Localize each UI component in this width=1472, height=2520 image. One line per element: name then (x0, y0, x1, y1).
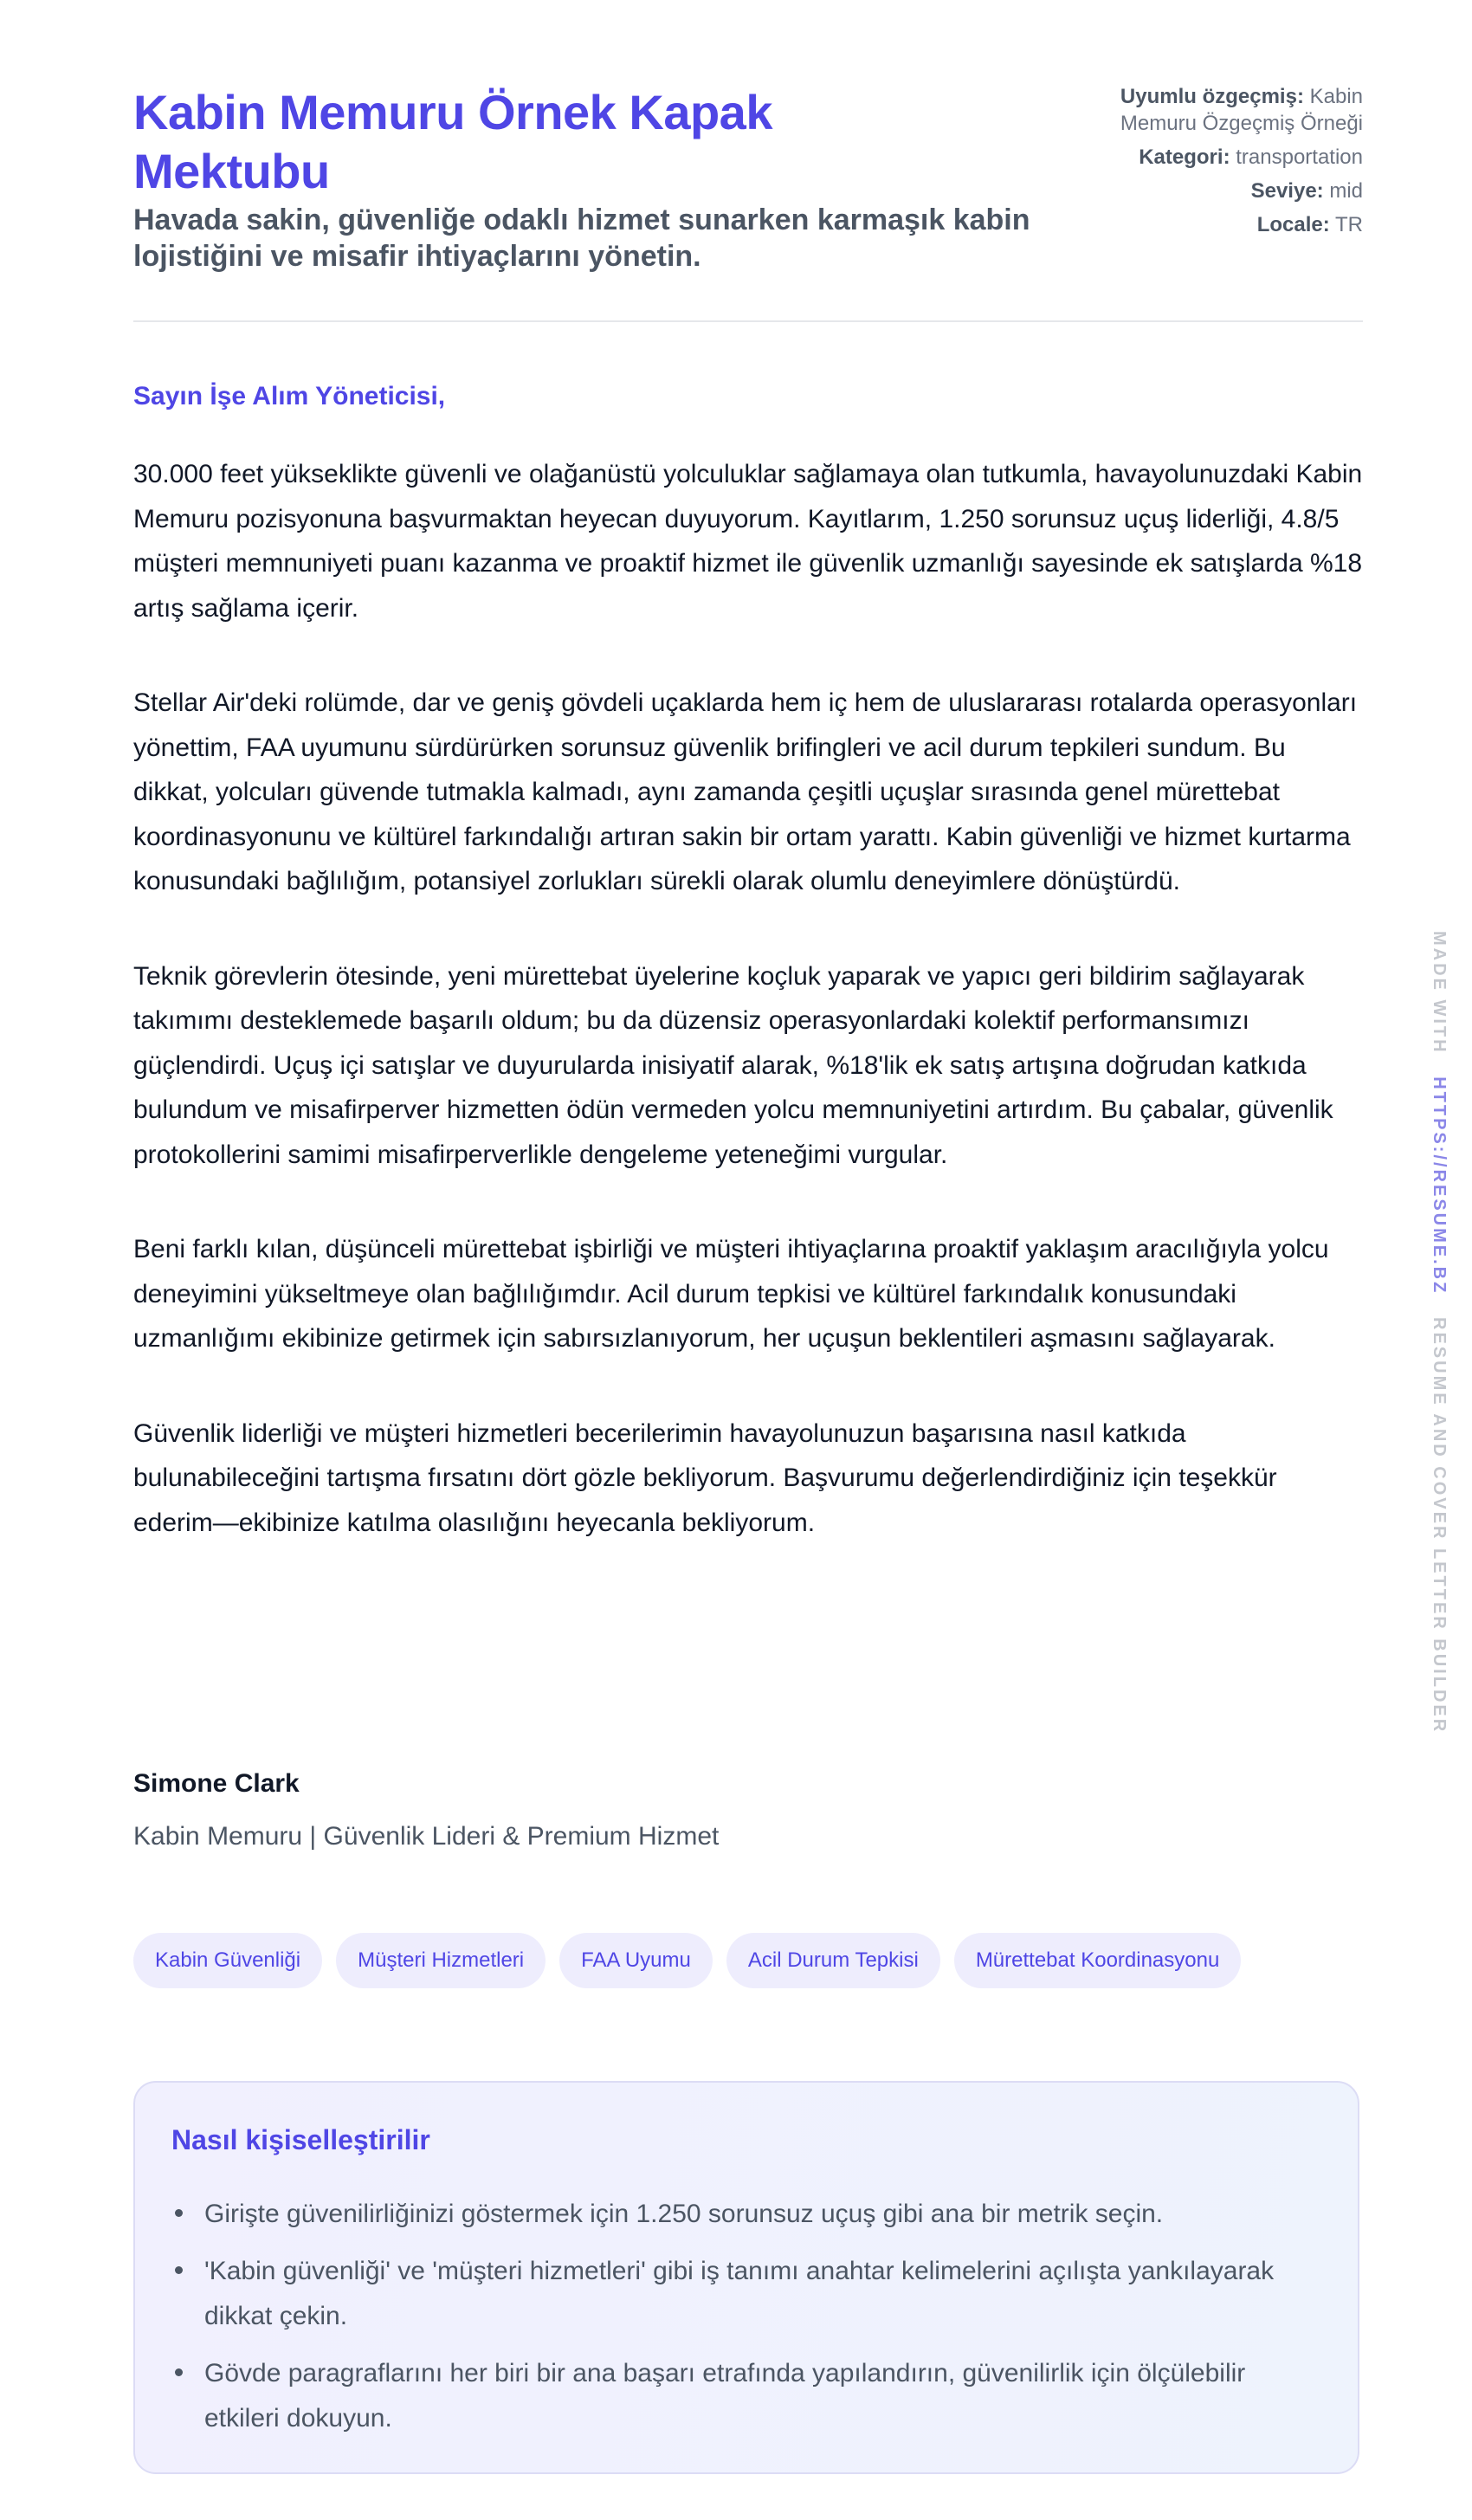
side-credit-link[interactable]: HTTPS://RESUME.BZ (1430, 1076, 1449, 1296)
tip-item (171, 2249, 1297, 2339)
meta-locale-label: Locale: (1256, 213, 1330, 236)
letter-body (133, 452, 1363, 1595)
side-credit-text (1430, 931, 1448, 1734)
meta-level-value: mid (1329, 179, 1363, 203)
cover-letter-page (133, 0, 1363, 2433)
page-title: Kabin Memuru Örnek Kapak Mektubu (133, 85, 772, 198)
meta-locale-value: TR (1335, 213, 1363, 236)
side-credit (1430, 931, 1449, 1735)
tip-item (171, 2351, 1297, 2441)
tip-text: Girişte güvenilirliğinizi göstermek için 1.250 sorunsuz uçuş gibi ana bir metrik seçin. (204, 2200, 1164, 2228)
meta-resume (1086, 83, 1363, 137)
signature-name: Simone Clark (133, 1769, 300, 1798)
meta-resume-value[interactable]: Kabin Memuru Özgeçmiş Örneği (1120, 85, 1363, 135)
letter-paragraph: Stellar Air'deki rolümde, dar ve geniş gövdeli uçaklarda hem iç hem de uluslararası rotalarda operasyonları yönettim, FAA uyumunu sürdürürken sorunsuz güvenlik brifingleri ve acil durum tepkileri sundum. Bu dikkat, yolcuları güvende tutmakla kalmadı, aynı zamanda çeşitli uçuşlar sırasında genel mürettebat koordinasyonunu ve kültürel farkındalığı artıran sakin bir ortam yarattı. Kabin güvenliği ve hizmet kurtarma konusundaki bağlılığım, potansiyel zorlukları sürekli olarak olumlu deneyimlere dönüştürdü. (133, 688, 1358, 895)
tips-list (171, 2192, 1297, 2453)
header (133, 0, 1363, 322)
letter-greeting: Sayın İşe Alım Yöneticisi, (133, 382, 446, 410)
skill-tag: Müşteri Hizmetleri (336, 1933, 546, 1988)
bullet-icon (175, 2266, 183, 2274)
meta-resume-label: Uyumlu özgeçmiş: (1120, 85, 1304, 108)
letter-paragraph: Güvenlik liderliği ve müşteri hizmetleri becerilerimin havayolunuzun başarısına nasıl katkıda bulunabileceğini tartışma fırsatını dört gözle bekliyorum. Başvurumu değerlendirdiğiniz için teşekkür ederim—ekibinize katılma olasılığını heyecanla bekliyorum. (133, 1418, 1277, 1537)
skill-tag: Kabin Güvenliği (133, 1933, 322, 1988)
skill-tag: Mürettebat Koordinasyonu (954, 1933, 1242, 1988)
meta-category-label: Kategori: (1139, 145, 1230, 169)
letter-paragraph: Beni farklı kılan, düşünceli mürettebat işbirliği ve müşteri ihtiyaçlarına proaktif yaklaşım aracılığıyla yolcu deneyimini yükseltmeye olan bağlılığımdır. Acil durum tepkisi ve kültürel farkındalık konusundaki uzmanlığımı ekibinize getirmek için sabırsızlanıyorum, her uçuşun beklentileri aşmasını sağlayarak. (133, 1235, 1329, 1353)
skill-tags (133, 1933, 1241, 1988)
tip-text: 'Kabin güvenliği' ve 'müşteri hizmetleri' gibi iş tanımı anahtar kelimelerini açılışta yankılayarak dikkat çekin. (204, 2257, 1275, 2330)
skill-tag: FAA Uyumu (559, 1933, 713, 1988)
tips-title: Nasıl kişiselleştirilir (171, 2124, 430, 2155)
letter-paragraph: 30.000 feet yükseklikte güvenli ve olağanüstü yolculuklar sağlamaya olan tutkumla, havayolunuzdaki Kabin Memuru pozisyonuna başvurmaktan heyecan duyuyorum. Kayıtlarım, 1.250 sorunsuz uçuş liderliği, 4.8/5 müşteri memnuniyeti puanı kazanma ve proaktif hizmet ile güvenlik uzmanlığı sayesinde ek satışlarda %18 artış sağlama içerir. (133, 460, 1363, 623)
personalization-tips-box (133, 2081, 1359, 2474)
meta-category (1086, 144, 1363, 171)
meta-info (1086, 83, 1363, 245)
meta-locale (1086, 211, 1363, 238)
side-credit-prefix: MADE WITH (1430, 931, 1449, 1055)
skill-tag: Acil Durum Tepkisi (726, 1933, 940, 1988)
signature-title: Kabin Memuru | Güvenlik Lideri & Premium Hizmet (133, 1822, 720, 1851)
meta-level-label: Seviye: (1250, 179, 1324, 203)
bullet-icon (175, 2368, 183, 2376)
letter-paragraph: Teknik görevlerin ötesinde, yeni mürettebat üyelerine koçluk yaparak ve yapıcı geri bildirim sağlayarak takımımı desteklemede başarılı oldum; bu da düzensiz operasyonlardaki kolektif performansımızı güçlendirdi. Uçuş içi satışlar ve duyurularda inisiyatif alarak, %18'lik ek satış artışına doğrudan katkıda bulundum ve misafirperver hizmetten ödün vermeden yolcu memnuniyetini artırdım. Bu çabalar, güvenlik protokollerini samimi misafirperverlikle dengeleme yeteneğimi vurgular. (133, 961, 1333, 1169)
meta-category-value: transportation (1236, 145, 1363, 169)
meta-level (1086, 178, 1363, 204)
page-subtitle: Havada sakin, güvenliğe odaklı hizmet sunarken karmaşık kabin lojistiğini ve misafir ihtiyaçlarını yönetin. (133, 204, 1030, 273)
tip-text: Gövde paragraflarını her biri bir ana başarı etrafında yapılandırın, güvenilirlik için ölçülebilir etkileri dokuyun. (204, 2359, 1246, 2433)
side-credit-suffix: RESUME AND COVER LETTER BUILDER (1430, 1317, 1449, 1735)
bullet-icon (175, 2209, 183, 2217)
tip-item (171, 2192, 1297, 2237)
